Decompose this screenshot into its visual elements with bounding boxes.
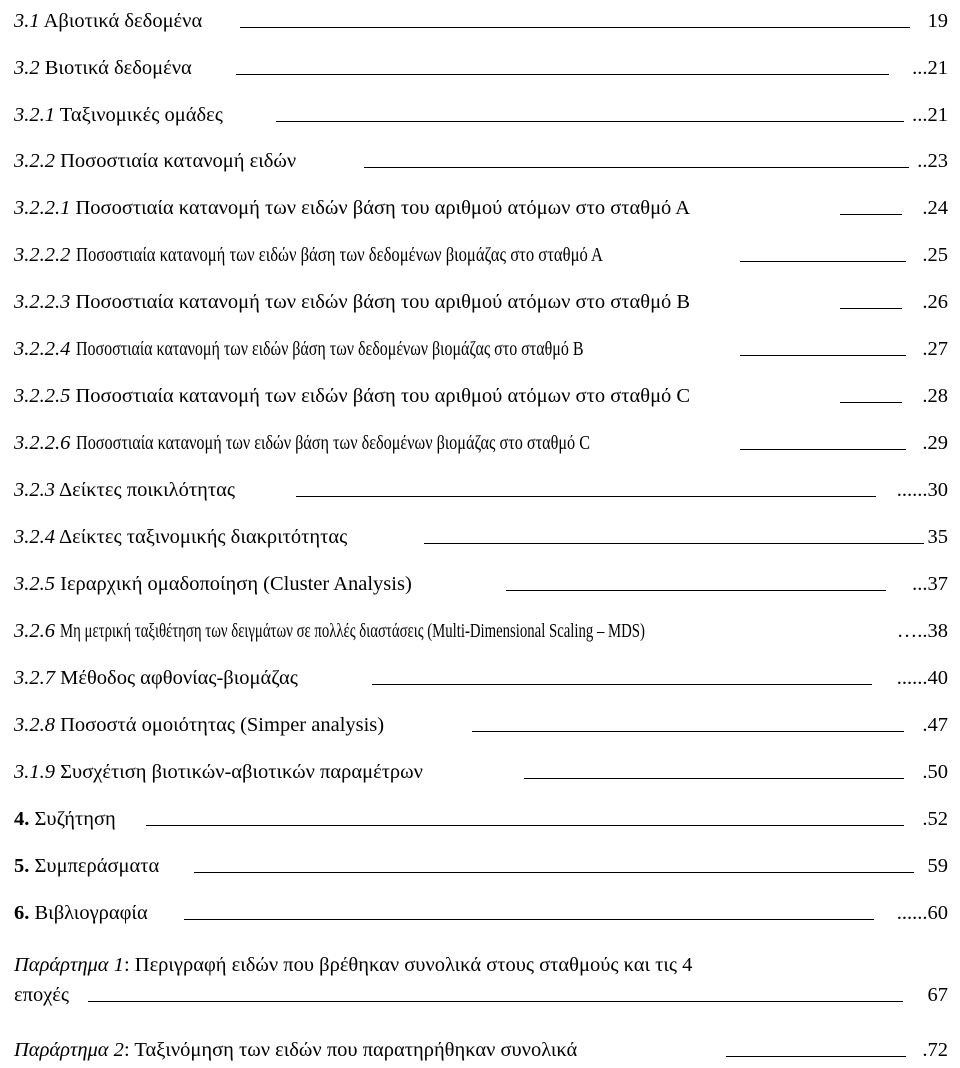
- toc-entry-page: 59: [927, 855, 948, 877]
- toc-entry-title: : Ταξινόμηση των ειδών που παρατηρήθηκαν συνολικά: [123, 1039, 578, 1061]
- toc-entry[interactable]: [14, 381, 948, 411]
- toc-entry-page: .27: [922, 338, 948, 360]
- toc-entry[interactable]: [14, 569, 948, 599]
- toc-entry-leader: ..: [917, 150, 928, 172]
- toc-leader-line: [506, 590, 886, 591]
- toc-entry-leader: ...: [912, 57, 928, 79]
- toc-entry-title: Δείκτες ποικιλότητας: [59, 479, 235, 501]
- toc-entry-leader: .: [922, 385, 928, 407]
- toc-entry-leader: .: [922, 338, 928, 360]
- toc-entry-appendix-1[interactable]: [14, 950, 948, 980]
- toc-entry-page: .28: [922, 385, 948, 407]
- toc-entry[interactable]: [14, 898, 948, 928]
- toc-entry-title: Ποσοστιαία κατανομή των ειδών βάση του αριθμού ατόμων στο σταθμό C: [75, 385, 691, 407]
- toc-entry[interactable]: [14, 663, 948, 693]
- toc-entry-page: .26: [922, 291, 948, 313]
- toc-entry-page: 35: [927, 526, 948, 548]
- toc-entry[interactable]: [14, 851, 948, 881]
- toc-leader-line: [740, 449, 906, 450]
- toc-entry-leader: .: [922, 244, 928, 266]
- toc-leader-line: [840, 308, 902, 309]
- toc-entry-number: 3.2: [14, 57, 40, 79]
- toc-entry-page: 67: [927, 984, 948, 1006]
- toc-leader-line: [472, 731, 904, 732]
- toc-entry-page: ......40: [896, 667, 948, 689]
- toc-leader-line: [194, 872, 914, 873]
- toc-entry-number: 6.: [14, 902, 30, 924]
- toc-entry[interactable]: [14, 287, 948, 317]
- toc-entry[interactable]: [14, 710, 948, 740]
- toc-entry[interactable]: [14, 522, 948, 552]
- toc-entry-number: Παράρτημα 1: [14, 954, 124, 976]
- toc-entry[interactable]: [14, 757, 948, 787]
- toc-leader-line: [740, 261, 906, 262]
- toc-leader-line: [296, 496, 876, 497]
- toc-entry[interactable]: [14, 240, 948, 270]
- toc-entry-number: 3.2.8: [14, 714, 55, 736]
- toc-entry-page: …..38: [896, 620, 948, 642]
- toc-entry-title: Μέθοδος αφθονίας-βιομάζας: [60, 667, 298, 689]
- toc-entry-title: Συζήτηση: [34, 808, 116, 830]
- toc-entry-leader: .: [922, 761, 928, 783]
- toc-entry[interactable]: [14, 193, 948, 223]
- toc-entry-title: Μη μετρική ταξιθέτηση των δειγμάτων σε πολλές διαστάσεις (Multi-Dimensional Scaling – MDS): [60, 620, 646, 642]
- toc-entry-page: .72: [922, 1039, 948, 1061]
- toc-entry-number: 3.2.5: [14, 573, 55, 595]
- toc-entry-leader: .: [922, 808, 928, 830]
- toc-entry-page: ......30: [896, 479, 948, 501]
- toc-entry-leader: .: [922, 714, 928, 736]
- toc-entry-leader: ...: [912, 573, 928, 595]
- toc-entry-title: Συσχέτιση βιοτικών-αβιοτικών παραμέτρων: [60, 761, 423, 783]
- toc-entry[interactable]: [14, 53, 948, 83]
- toc-entry-title: Βιβλιογραφία: [34, 902, 148, 924]
- toc-entry-title: Ποσοστιαία κατανομή των ειδών βάση του αριθμού ατόμων στο σταθμό Β: [75, 291, 691, 313]
- toc-leader-line: [364, 167, 909, 168]
- toc-entry[interactable]: [14, 100, 948, 130]
- toc-entry-number: 3.1.9: [14, 761, 55, 783]
- toc-entry-number: 4.: [14, 808, 30, 830]
- toc-entry-page: .47: [922, 714, 948, 736]
- toc-leader-line: [240, 27, 910, 28]
- toc-entry[interactable]: [14, 804, 948, 834]
- toc-entry-page: .52: [922, 808, 948, 830]
- toc-entry-page: 19: [927, 10, 948, 32]
- toc-entry-number: 3.2.2.2: [14, 244, 71, 266]
- toc-entry-page: .25: [922, 244, 948, 266]
- toc-leader-line: [524, 778, 904, 779]
- toc-entry-number: 5.: [14, 855, 30, 877]
- toc-entry-title: Συμπεράσματα: [34, 855, 160, 877]
- toc-entry-appendix-1-continuation[interactable]: [14, 980, 948, 1010]
- toc-entry-number: 3.2.2.1: [14, 197, 71, 219]
- toc-entry-number: 3.2.4: [14, 526, 55, 548]
- toc-entry-title: Ποσοστιαία κατανομή των ειδών βάση του αριθμού ατόμων στο σταθμό Α: [75, 197, 691, 219]
- toc-entry-number: 3.1: [14, 10, 40, 32]
- toc-entry-title: Αβιοτικά δεδομένα: [43, 10, 203, 32]
- toc-leader-line: [276, 121, 904, 122]
- toc-entry-number: 3.2.2.5: [14, 385, 71, 407]
- toc-entry-number: 3.2.3: [14, 479, 55, 501]
- toc-leader-line: [726, 1056, 906, 1057]
- toc-entry-title: Ιεραρχική ομαδοποίηση (Cluster Analysis): [60, 573, 412, 595]
- toc-entry-title: Δείκτες ταξινομικής διακριτότητας: [59, 526, 348, 548]
- toc-entry-leader: ...: [912, 104, 928, 126]
- toc-entry-page: ...21: [912, 104, 948, 126]
- toc-entry-number: 3.2.7: [14, 667, 55, 689]
- toc-entry-number: 3.2.2.4: [14, 338, 71, 360]
- toc-entry-page: .29: [922, 432, 948, 454]
- toc-entry[interactable]: [14, 146, 948, 176]
- toc-entry-title: Ποσοστιαία κατανομή ειδών: [60, 150, 297, 172]
- toc-entry-page: ...21: [912, 57, 948, 79]
- toc-entry-title: Ποσοστιαία κατανομή των ειδών βάση των δεδομένων βιομάζας στο σταθμό C: [75, 432, 590, 454]
- toc-leader-line: [184, 919, 874, 920]
- toc-leader-line: [740, 355, 906, 356]
- toc-entry-number: Παράρτημα 2: [14, 1039, 124, 1061]
- toc-entry[interactable]: [14, 475, 948, 505]
- toc-entry-title: Ποσοστά ομοιότητας (Simper analysis): [60, 714, 385, 736]
- toc-leader-line: [372, 684, 872, 685]
- toc-entry-number: 3.2.2.6: [14, 432, 71, 454]
- toc-entry-leader: ......: [896, 667, 928, 689]
- toc-entry-title: Ταξινομικές ομάδες: [59, 104, 223, 126]
- toc-entry-page: ......60: [896, 902, 948, 924]
- toc-entry-page: .50: [922, 761, 948, 783]
- toc-entry-leader: .: [922, 432, 928, 454]
- toc-leader-line: [88, 1001, 903, 1002]
- toc-entry[interactable]: [14, 334, 948, 364]
- toc-entry-page: ..23: [917, 150, 948, 172]
- toc-leader-line: [840, 214, 902, 215]
- toc-entry-title-continuation: εποχές: [14, 984, 70, 1006]
- toc-entry-number: 3.2.1: [14, 104, 55, 126]
- toc-entry-leader: .: [922, 291, 928, 313]
- toc-entry-page: .24: [922, 197, 948, 219]
- toc-entry[interactable]: [14, 616, 948, 646]
- toc-entry-leader: ......: [896, 902, 928, 924]
- toc-entry-title: Βιοτικά δεδομένα: [44, 57, 192, 79]
- toc-entry-page: ...37: [912, 573, 948, 595]
- toc-entry-leader: ......: [896, 479, 928, 501]
- toc-entry[interactable]: [14, 6, 948, 36]
- toc-leader-line: [424, 543, 924, 544]
- toc-entry-leader: .: [922, 1039, 928, 1061]
- toc-entry-leader: …..: [896, 620, 928, 642]
- toc-entry-title: Ποσοστιαία κατανομή των ειδών βάση των δεδομένων βιομάζας στο σταθμό Β: [75, 338, 583, 360]
- toc-entry-number: 3.2.2: [14, 150, 55, 172]
- toc-entry-leader: .: [922, 197, 928, 219]
- toc-leader-line: [236, 74, 889, 75]
- toc-entry-appendix-2[interactable]: [14, 1035, 948, 1065]
- toc-entry-number: 3.2.2.3: [14, 291, 71, 313]
- toc-entry-title: : Περιγραφή ειδών που βρέθηκαν συνολικά στους σταθμούς και τις 4: [123, 954, 693, 976]
- toc-leader-line: [840, 402, 902, 403]
- toc-entry-title: Ποσοστιαία κατανομή των ειδών βάση των δεδομένων βιομάζας στο σταθμό Α: [75, 244, 603, 266]
- toc-leader-line: [146, 825, 904, 826]
- toc-entry[interactable]: [14, 428, 948, 458]
- toc-entry-number: 3.2.6: [14, 620, 55, 642]
